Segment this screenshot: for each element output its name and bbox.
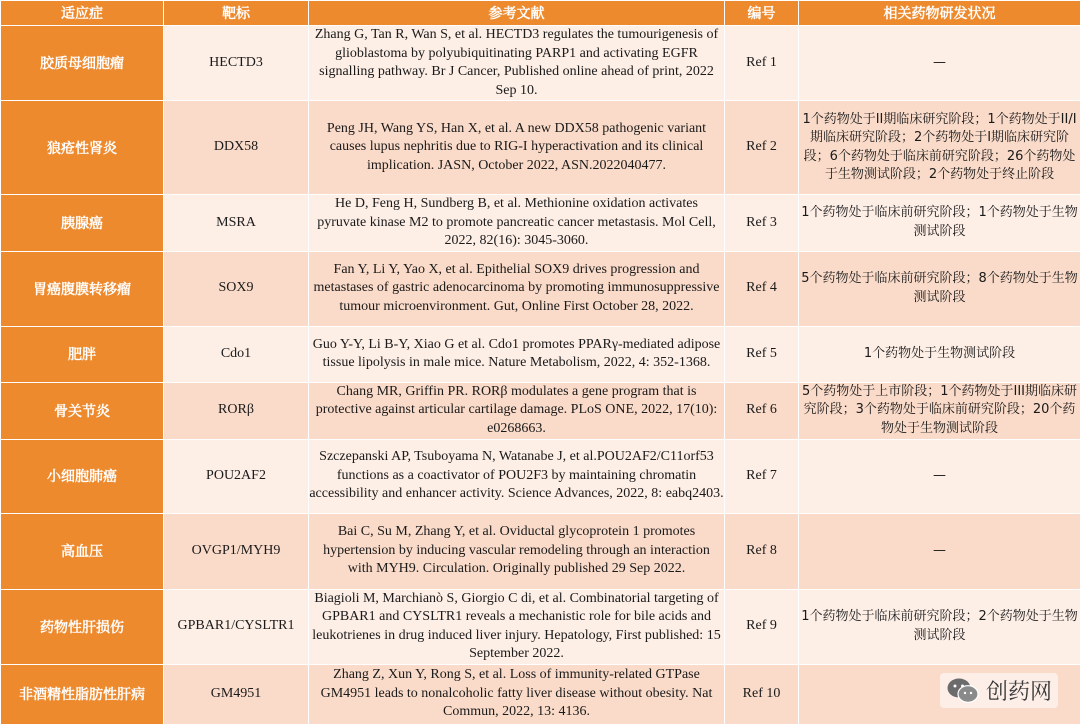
target-cell: RORβ (164, 382, 309, 439)
ref-number-cell: Ref 6 (725, 382, 799, 439)
status-cell: — (799, 26, 1080, 101)
table-row (1, 101, 1080, 195)
status-cell: 1个药物处于临床前研究阶段；1个药物处于生物测试阶段 (799, 195, 1080, 252)
header-indication: 适应症 (1, 1, 164, 26)
header-number: 编号 (725, 1, 799, 26)
indication-cell: 非酒精性脂肪性肝病 (1, 664, 164, 724)
reference-cell: Fan Y, Li Y, Yao X, et al. Epithelial SOX9 drives progression and metastases of gastric adenocarcinoma by promoting immunosuppressive tumour microenvironment. Gut, Online First October 28, 2022. (309, 251, 725, 326)
table-row (1, 589, 1080, 664)
target-cell: MSRA (164, 195, 309, 252)
indication-cell: 小细胞肺癌 (1, 439, 164, 513)
ref-number-cell: Ref 4 (725, 251, 799, 326)
ref-number-cell: Ref 3 (725, 195, 799, 252)
table-row (1, 195, 1080, 252)
status-cell: 1个药物处于生物测试阶段 (799, 326, 1080, 382)
ref-number-cell: Ref 9 (725, 589, 799, 664)
wechat-icon (946, 677, 980, 705)
status-cell: 1个药物处于II期临床研究阶段；1个药物处于II/I期临床研究阶段；2个药物处于I期临床研究阶段；6个药物处于临床前研究阶段；26个药物处于生物测试阶段；2个药物处于终止阶段 (799, 101, 1080, 195)
reference-cell: Szczepanski AP, Tsuboyama N, Watanabe J, et al.POU2AF2/C11orf53 functions as a coactivator of POU2F3 by maintaining chromatin accessibility and enhancer activity. Science Advances, 2022, 8: eabq2403. (309, 439, 725, 513)
reference-cell: Chang MR, Griffin PR. RORβ modulates a gene program that is protective against articular cartilage damage. PLoS ONE, 2022, 17(10): e0268663. (309, 382, 725, 439)
indication-cell: 药物性肝损伤 (1, 589, 164, 664)
brand-watermark (940, 673, 1058, 708)
ref-number-cell: Ref 2 (725, 101, 799, 195)
header-reference: 参考文献 (309, 1, 725, 26)
watermark-text: 创药网 (985, 680, 1052, 705)
target-cell: Cdo1 (164, 326, 309, 382)
status-cell: — (799, 439, 1080, 513)
indication-cell: 肥胖 (1, 326, 164, 382)
ref-number-cell: Ref 7 (725, 439, 799, 513)
header-row (1, 1, 1080, 26)
indication-cell: 胃癌腹膜转移瘤 (1, 251, 164, 326)
status-cell: 5个药物处于临床前研究阶段；8个药物处于生物测试阶段 (799, 251, 1080, 326)
target-cell: GPBAR1/CYSLTR1 (164, 589, 309, 664)
table-row (1, 513, 1080, 589)
reference-cell: Bai C, Su M, Zhang Y, et al. Oviductal glycoprotein 1 promotes hypertension by inducing vascular remodeling through an interaction with MYH9. Circulation. Originally published 29 Sep 2022. (309, 513, 725, 589)
reference-cell: Zhang Z, Xun Y, Rong S, et al. Loss of immunity-related GTPase GM4951 leads to nonalcoholic fatty liver disease without obesity. Nat Commun, 2022, 13: 4136. (309, 664, 725, 724)
ref-number-cell: Ref 10 (725, 664, 799, 724)
indication-cell: 胰腺癌 (1, 195, 164, 252)
ref-number-cell: Ref 1 (725, 26, 799, 101)
ref-number-cell: Ref 8 (725, 513, 799, 589)
reference-cell: Peng JH, Wang YS, Han X, et al. A new DDX58 pathogenic variant causes lupus nephritis due to RIG-I hyperactivation and its clinical implication. JASN, October 2022, ASN.2022040477. (309, 101, 725, 195)
table-row (1, 26, 1080, 101)
status-cell: 1个药物处于临床前研究阶段；2个药物处于生物测试阶段 (799, 589, 1080, 664)
header-target: 靶标 (164, 1, 309, 26)
table-row (1, 664, 1080, 724)
indication-cell: 胶质母细胞瘤 (1, 26, 164, 101)
reference-cell: Guo Y-Y, Li B-Y, Xiao G et al. Cdo1 promotes PPARγ-mediated adipose tissue lipolysis in male mice. Nature Metabolism, 2022, 4: 352-1368. (309, 326, 725, 382)
table-row (1, 382, 1080, 439)
reference-cell: Biagioli M, Marchianò S, Giorgio C di, et al. Combinatorial targeting of GPBAR1 and CYSLTR1 reveals a mechanistic role for bile acids and leukotrienes in drug induced liver injury. Hepatology, First published: 15 September 2022. (309, 589, 725, 664)
indication-cell: 骨关节炎 (1, 382, 164, 439)
table-row (1, 251, 1080, 326)
status-cell: — (799, 513, 1080, 589)
target-cell: OVGP1/MYH9 (164, 513, 309, 589)
target-cell: DDX58 (164, 101, 309, 195)
target-cell: SOX9 (164, 251, 309, 326)
status-cell: 5个药物处于上市阶段；1个药物处于III期临床研究阶段；3个药物处于临床前研究阶段；20个药物处于生物测试阶段 (799, 382, 1080, 439)
table-row (1, 439, 1080, 513)
header-status: 相关药物研发状况 (799, 1, 1080, 26)
reference-cell: Zhang G, Tan R, Wan S, et al. HECTD3 regulates the tumourigenesis of glioblastoma by polyubiquitinating PARP1 and activating EGFR signalling pathway. Br J Cancer, Published online ahead of print, 2022 Sep 10. (309, 26, 725, 101)
target-cell: GM4951 (164, 664, 309, 724)
indication-cell: 狼疮性肾炎 (1, 101, 164, 195)
target-cell: POU2AF2 (164, 439, 309, 513)
reference-cell: He D, Feng H, Sundberg B, et al. Methionine oxidation activates pyruvate kinase M2 to promote pancreatic cancer metastasis. Mol Cell, 2022, 82(16): 3045-3060. (309, 195, 725, 252)
ref-number-cell: Ref 5 (725, 326, 799, 382)
table-row (1, 326, 1080, 382)
indication-cell: 高血压 (1, 513, 164, 589)
target-cell: HECTD3 (164, 26, 309, 101)
